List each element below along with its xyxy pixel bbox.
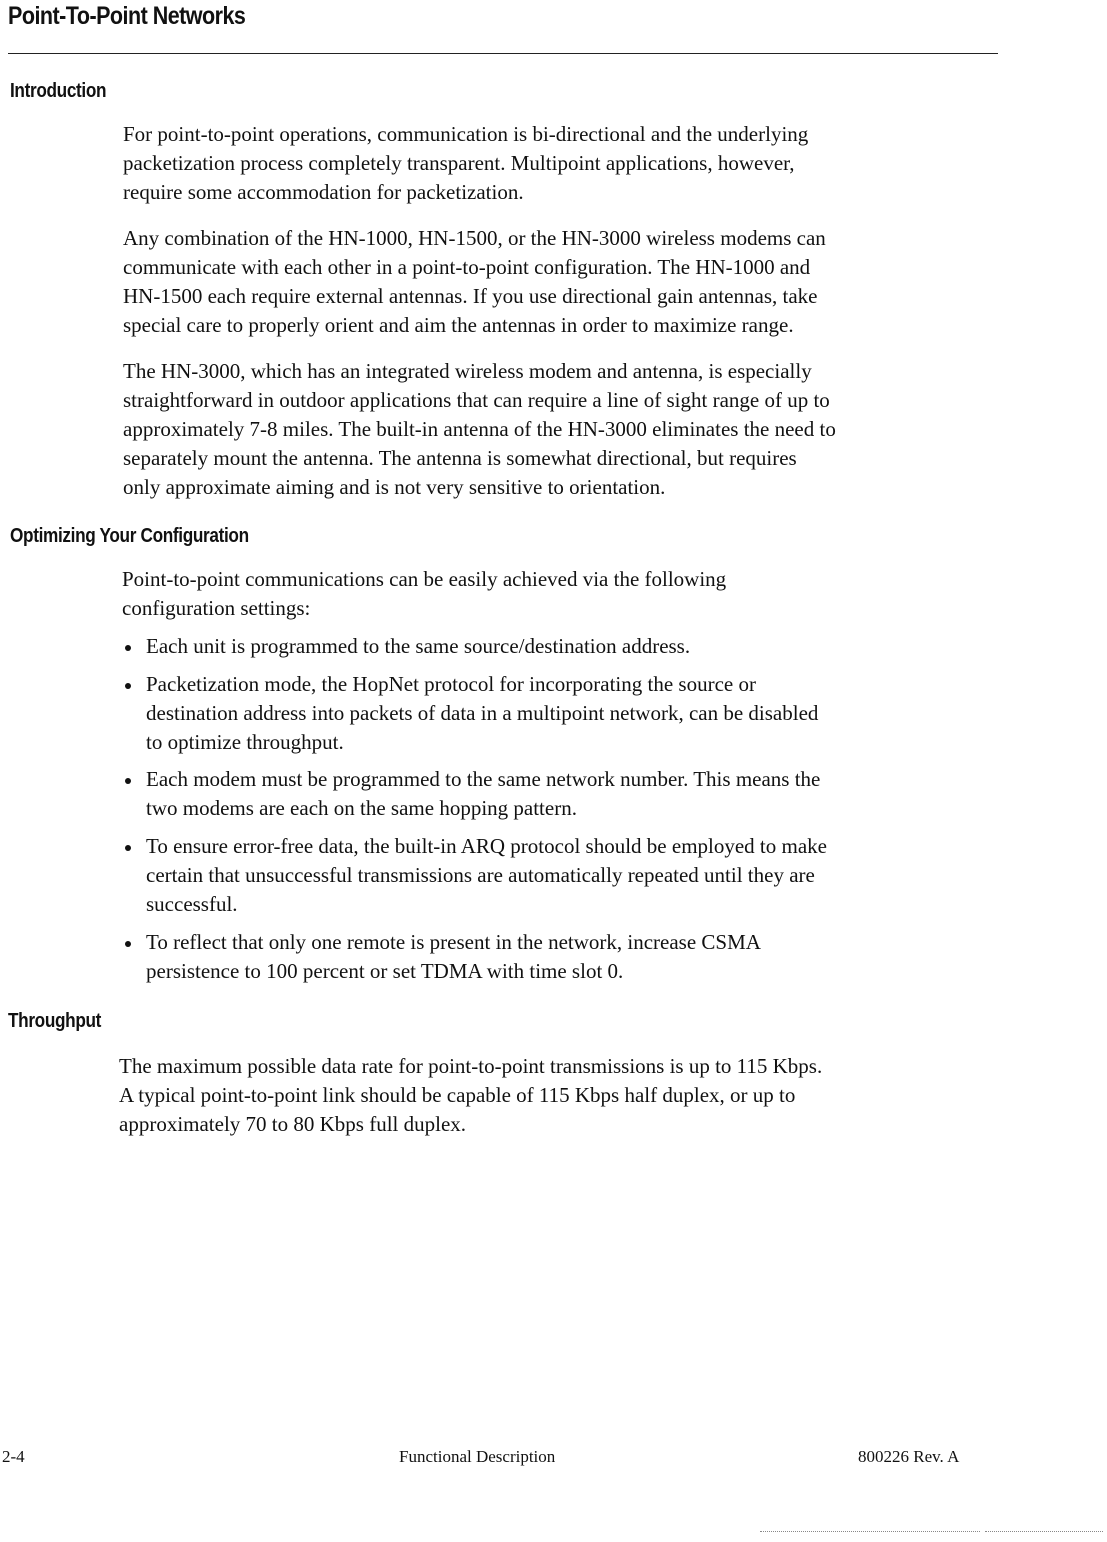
page-title: Point-To-Point Networks [8, 2, 246, 30]
text-line: special care to properly orient and aim the antennas in order to maximize range. [123, 313, 794, 337]
text-line: Packetization mode, the HopNet protocol for incorporating the source or [146, 672, 756, 696]
scan-artifact [985, 1531, 1103, 1532]
bullet-item-csma [146, 928, 761, 986]
intro-paragraph-2 [123, 224, 826, 340]
text-line: approximately 7-8 miles. The built-in antenna of the HN-3000 eliminates the need to [123, 417, 836, 441]
text-line: communicate with each other in a point-to-point configuration. The HN-1000 and [123, 255, 811, 279]
text-line: Each unit is programmed to the same source/destination address. [146, 634, 691, 658]
text-line: require some accommodation for packetization. [123, 180, 524, 204]
bullet-icon [125, 683, 131, 689]
footer-document-revision: 800226 Rev. A [858, 1447, 960, 1466]
bullet-icon [125, 941, 131, 947]
title-divider [8, 53, 998, 54]
text-line: successful. [146, 892, 238, 916]
text-line: Each modem must be programmed to the same network number. This means the [146, 767, 821, 791]
text-line: to optimize throughput. [146, 730, 344, 754]
text-line: two modems are each on the same hopping pattern. [146, 796, 577, 820]
text-line: HN-1500 each require external antennas. If you use directional gain antennas, take [123, 284, 818, 308]
text-line: only approximate aiming and is not very sensitive to orientation. [123, 475, 666, 499]
footer-page-number: 2-4 [2, 1447, 25, 1466]
text-line: approximately 70 to 80 Kbps full duplex. [119, 1112, 467, 1136]
text-line: Any combination of the HN-1000, HN-1500, or the HN-3000 wireless modems can [123, 226, 826, 250]
text-line: separately mount the antenna. The antenna is somewhat directional, but requires [123, 446, 797, 470]
intro-paragraph-3 [123, 357, 836, 502]
intro-paragraph-1 [123, 120, 808, 207]
heading-throughput: Throughput [8, 1010, 102, 1032]
text-line: persistence to 100 percent or set TDMA with time slot 0. [146, 959, 624, 983]
text-line: destination address into packets of data in a multipoint network, can be disabled [146, 701, 819, 725]
bullet-icon [125, 778, 131, 784]
text-line: For point-to-point operations, communication is bi-directional and the underlying [123, 122, 809, 146]
bullet-icon [125, 845, 131, 851]
scan-artifact [760, 1531, 980, 1532]
optimizing-intro-paragraph [122, 565, 726, 623]
throughput-paragraph [119, 1052, 822, 1139]
text-line: To reflect that only one remote is present in the network, increase CSMA [146, 930, 761, 954]
bullet-item-network-number [146, 765, 820, 823]
footer-chapter-title: Functional Description [399, 1447, 556, 1466]
text-line: configuration settings: [122, 596, 311, 620]
text-line: The HN-3000, which has an integrated wireless modem and antenna, is especially [123, 359, 812, 383]
text-line: To ensure error-free data, the built-in ARQ protocol should be employed to make [146, 834, 827, 858]
bullet-item-packetization [146, 670, 818, 757]
heading-optimizing-configuration: Optimizing Your Configuration [10, 525, 249, 547]
text-line: packetization process completely transparent. Multipoint applications, however, [123, 151, 795, 175]
text-line: The maximum possible data rate for point-to-point transmissions is up to 115 Kbps. [119, 1054, 823, 1078]
bullet-item-arq [146, 832, 827, 919]
text-line: certain that unsuccessful transmissions are automatically repeated until they are [146, 863, 815, 887]
text-line: A typical point-to-point link should be capable of 115 Kbps half duplex, or up to [119, 1083, 796, 1107]
heading-introduction: Introduction [10, 80, 107, 102]
bullet-icon [125, 645, 131, 651]
text-line: Point-to-point communications can be easily achieved via the following [122, 567, 727, 591]
text-line: straightforward in outdoor applications that can require a line of sight range of up to [123, 388, 830, 412]
bullet-item-address [146, 632, 690, 661]
